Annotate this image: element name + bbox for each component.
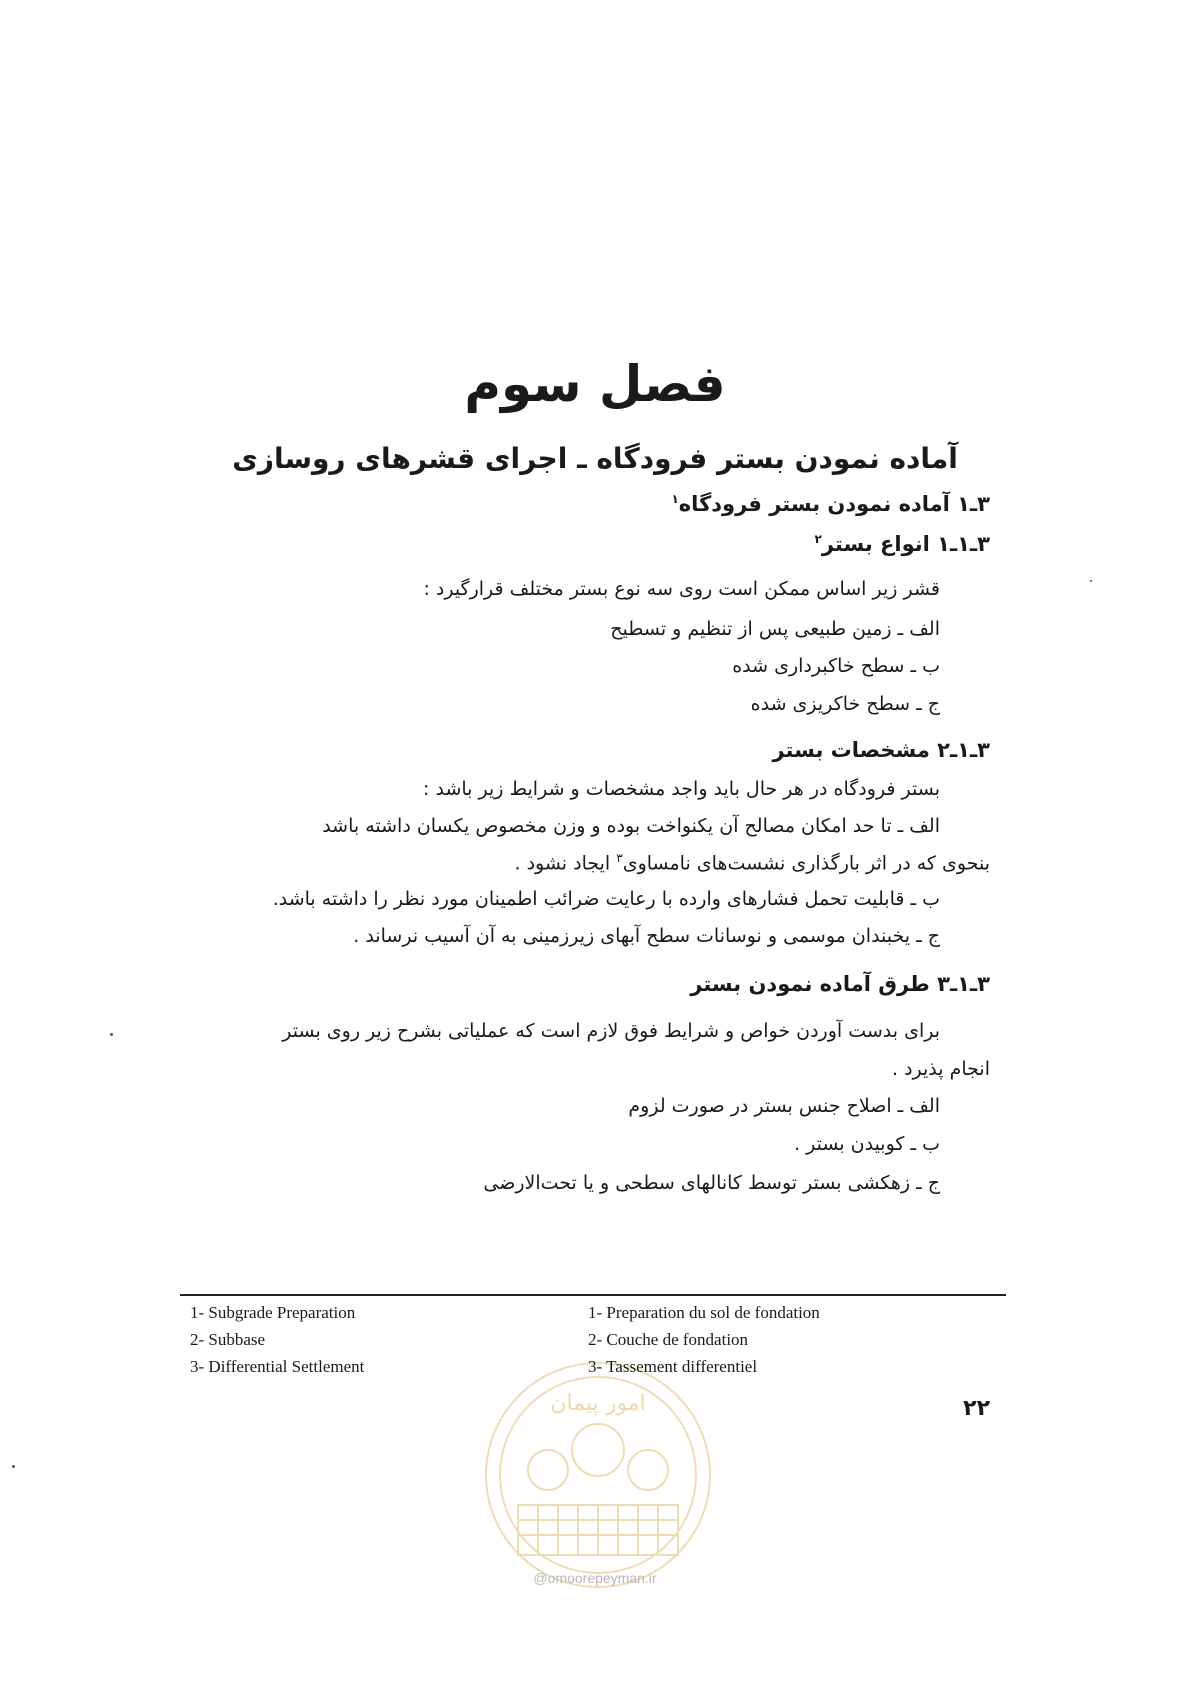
footnote-fr-3: 3- Tassement differentiel xyxy=(588,1357,758,1376)
footnote-fr-1: 1- Preparation du sol de fondation xyxy=(588,1303,820,1322)
footnote-en-2: 2- Subbase xyxy=(190,1330,266,1349)
watermark-url: @omoorepeyman.ir xyxy=(533,1570,657,1586)
spec-a-line2-end: ایجاد نشود . xyxy=(514,852,617,875)
paragraph-methods-intro-line2: انجام پذیرد . xyxy=(892,1058,990,1080)
paragraph-spec-a-line2 xyxy=(514,851,990,874)
list-item: الف ـ زمین طبیعی پس از تنظیم و تسطیح xyxy=(610,618,940,640)
footnote-ref-3: ۳ xyxy=(616,851,623,865)
list-item: الف ـ اصلاح جنس بستر در صورت لزوم xyxy=(628,1095,940,1117)
section-heading-3-1-3-text: ۳ـ۱ـ۳ طرق آماده نمودن بستر xyxy=(690,972,990,996)
page-number: ۲۲ xyxy=(963,1396,990,1421)
section-heading-3-1 xyxy=(671,492,990,516)
scan-speck xyxy=(110,1033,113,1036)
footnote-ref-2: ۲ xyxy=(814,532,822,546)
list-item: ب ـ کوبیدن بستر . xyxy=(794,1133,940,1155)
watermark-stamp-text: امور پیمان xyxy=(550,1391,646,1416)
section-heading-3-1-text: ۳ـ۱ آماده نمودن بستر فرودگاه xyxy=(678,492,990,516)
list-item: ج ـ زهکشی بستر توسط کانالهای سطحی و یا تحت‌الارضی xyxy=(483,1172,940,1194)
watermark-seal-icon xyxy=(478,1355,718,1595)
chapter-subtitle: آماده نمودن بستر فرودگاه ـ اجرای قشرهای روسازی xyxy=(232,442,958,475)
list-item: ب ـ سطح خاکبرداری شده xyxy=(732,655,940,677)
list-item: ج ـ سطح خاکریزی شده xyxy=(750,693,940,715)
footnote-en-3: 3- Differential Settlement xyxy=(190,1357,365,1376)
scan-speck xyxy=(1090,580,1092,582)
paragraph-subgrade-types-intro: قشر زیر اساس ممکن است روی سه نوع بستر مختلف قرارگیرد : xyxy=(423,578,940,600)
paragraph-spec-c: ج ـ یخبندان موسمی و نوسانات سطح آبهای زیرزمینی به آن آسیب نرساند . xyxy=(353,925,940,947)
paragraph-methods-intro-line1: برای بدست آوردن خواص و شرایط فوق لازم است که عملیاتی بشرح زیر روی بستر xyxy=(282,1020,940,1042)
scan-speck xyxy=(12,1465,15,1468)
section-heading-3-1-1 xyxy=(815,532,991,556)
section-heading-3-1-3 xyxy=(690,972,990,996)
section-heading-3-1-2 xyxy=(772,738,990,762)
spec-a-line2-start: بنحوی که در اثر بارگذاری نشست‌های نامساوی xyxy=(622,852,990,875)
paragraph-subgrade-specs-intro: بستر فرودگاه در هر حال باید واجد مشخصات و شرایط زیر باشد : xyxy=(423,778,940,800)
footnote-divider xyxy=(180,1294,1006,1296)
footnote-ref-1: ۱ xyxy=(671,492,679,506)
section-heading-3-1-2-text: ۳ـ۱ـ۲ مشخصات بستر xyxy=(772,738,990,762)
footnote-fr-2: 2- Couche de fondation xyxy=(588,1330,749,1349)
footnote-en-1: 1- Subgrade Preparation xyxy=(190,1303,356,1322)
section-heading-3-1-1-text: ۳ـ۱ـ۱ انواع بستر xyxy=(821,532,990,556)
paragraph-spec-b: ب ـ قابلیت تحمل فشارهای وارده با رعایت ضرائب اطمینان مورد نظر را داشته باشد. xyxy=(272,888,940,910)
chapter-title: فصل سوم xyxy=(464,355,726,413)
paragraph-spec-a-line1: الف ـ تا حد امکان مصالح آن یکنواخت بوده و وزن مخصوص یکسان داشته باشد xyxy=(322,815,940,837)
